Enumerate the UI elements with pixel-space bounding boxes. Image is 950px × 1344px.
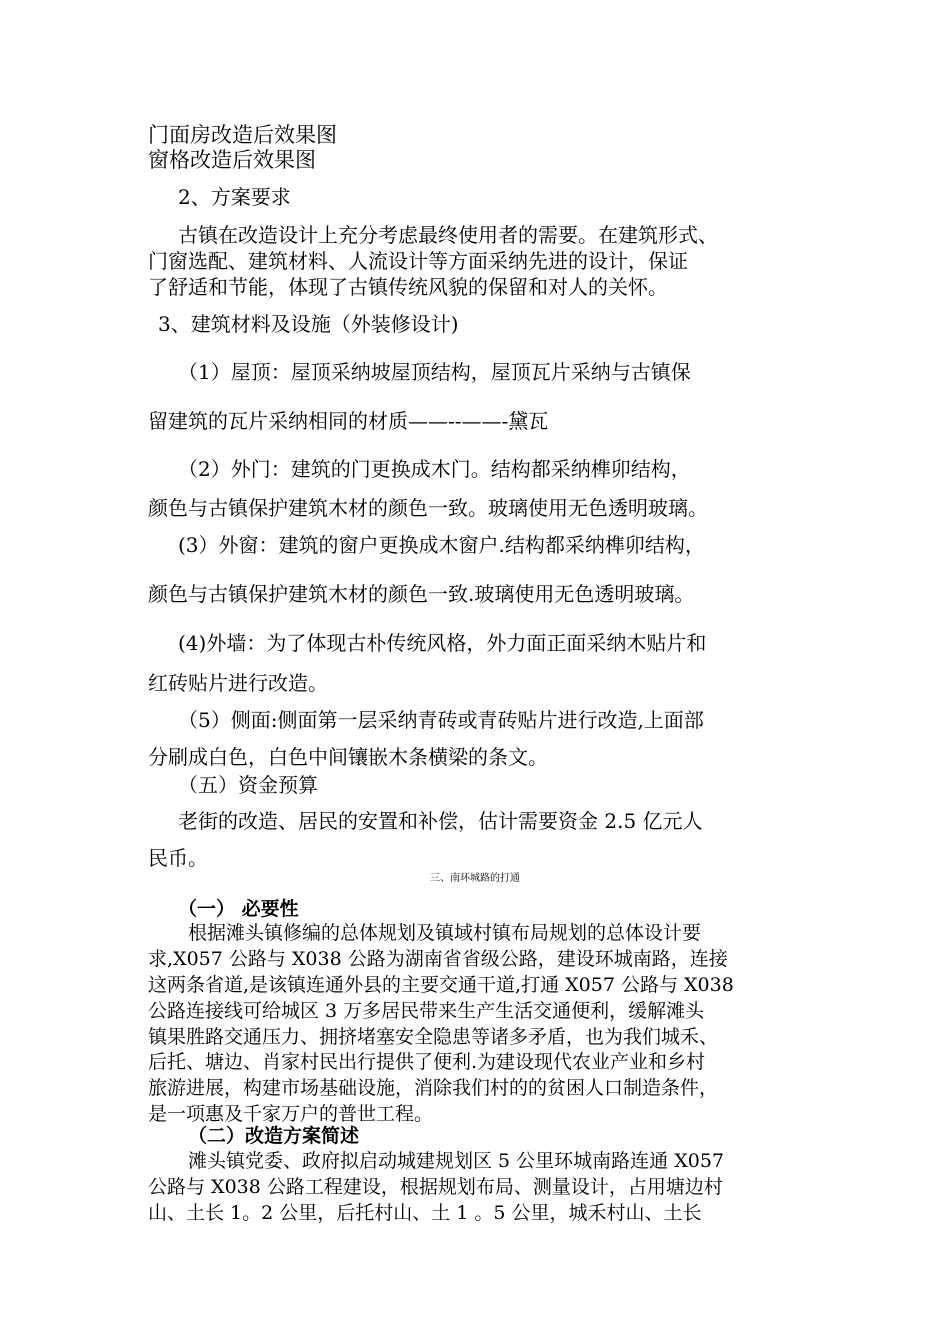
paragraph-line: 留建筑的瓦片采纳相同的材质——--——-黛瓦 [148,409,549,433]
paragraph-line: 山、土长 1。2 公里，后托村山、土 1 。5 公里，城禾村山、土长 [148,1202,702,1224]
paragraph-line: （2）外门：建筑的门更换成木门。结构都采纳榫卯结构， [178,457,691,481]
paragraph-line: 滩头镇党委、政府拟启动城建规划区 5 公里环城南路连通 X057 [188,1150,724,1172]
section-heading-materials: 3、建筑材料及设施（外装修设计) [158,312,459,336]
paragraph-line: 公路连接线可给城区 3 万多居民带来生产生活交通便利，缓解滩头 [148,1000,705,1022]
paragraph-line: 这两条省道,是该镇连通外县的主要交通干道,打通 X057 公路与 X038 [148,974,734,996]
paragraph-line: 颜色与古镇保护建筑木材的颜色一致。玻璃使用无色透明玻璃。 [148,496,708,520]
paragraph-line: 是一项惠及千家万户的普世工程。 [148,1103,434,1125]
paragraph-line: 了舒适和节能，体现了古镇传统风貌的保留和对人的关怀。 [148,275,668,299]
section-heading-budget: （五）资金预算 [178,773,318,797]
paragraph-line: 门窗选配、建筑材料、人流设计等方面采纳先进的设计，保证 [148,249,688,273]
paragraph-line: （1）屋顶：屋顶采纳坡屋顶结构，屋顶瓦片采纳与古镇保 [178,360,691,384]
paragraph-line: 求,X057 公路与 X038 公路为湖南省省级公路，建设环城南路，连接 [148,948,728,970]
section-heading-requirements: 2、方案要求 [178,185,291,209]
paragraph-line: 后托、塘边、肖家村民出行提供了便利.为建设现代农业产业和乡村 [148,1051,706,1073]
paragraph-line: （5）侧面:侧面第一层采纳青砖或青砖贴片进行改造,上面部 [178,708,704,732]
paragraph-line: 民币。 [148,846,208,870]
section-heading-plan-summary: （二）改造方案简述 [188,1125,360,1147]
section-heading-necessity: （一） 必要性 [178,898,299,920]
paragraph-line: 古镇在改造设计上充分考虑最终使用者的需要。在建筑形式、 [178,223,718,247]
paragraph-line: (4)外墙：为了体现古朴传统风格，外力面正面采纳木贴片和 [178,631,707,655]
caption-window: 窗格改造后效果图 [148,148,316,172]
chapter-heading: 三、南环城路的打通 [430,873,520,884]
paragraph-line: 老街的改造、居民的安置和补偿，估计需要资金 2.5 亿元人 [178,809,703,833]
paragraph-line: (3）外窗：建筑的窗户更换成木窗户.结构都采纳榫卯结构， [178,533,705,557]
paragraph-line: 分刷成白色，白色中间镶嵌木条横梁的条文。 [148,745,548,769]
paragraph-line: 公路与 X038 公路工程建设，根据规划布局、测量设计，占用塘边村 [148,1176,723,1198]
paragraph-line: 颜色与古镇保护建筑木材的颜色一致.玻璃使用无色透明玻璃。 [148,582,695,606]
paragraph-line: 根据滩头镇修编的总体规划及镇域村镇布局规划的总体设计要 [188,922,702,944]
paragraph-line: 旅游进展，构建市场基础设施，消除我们村的的贫困人口制造条件， [148,1077,719,1099]
paragraph-line: 红砖贴片进行改造。 [148,671,328,695]
paragraph-line: 镇果胜路交通压力、拥挤堵塞安全隐患等诸多矛盾，也为我们城禾、 [148,1026,719,1048]
caption-storefront: 门面房改造后效果图 [148,123,337,147]
